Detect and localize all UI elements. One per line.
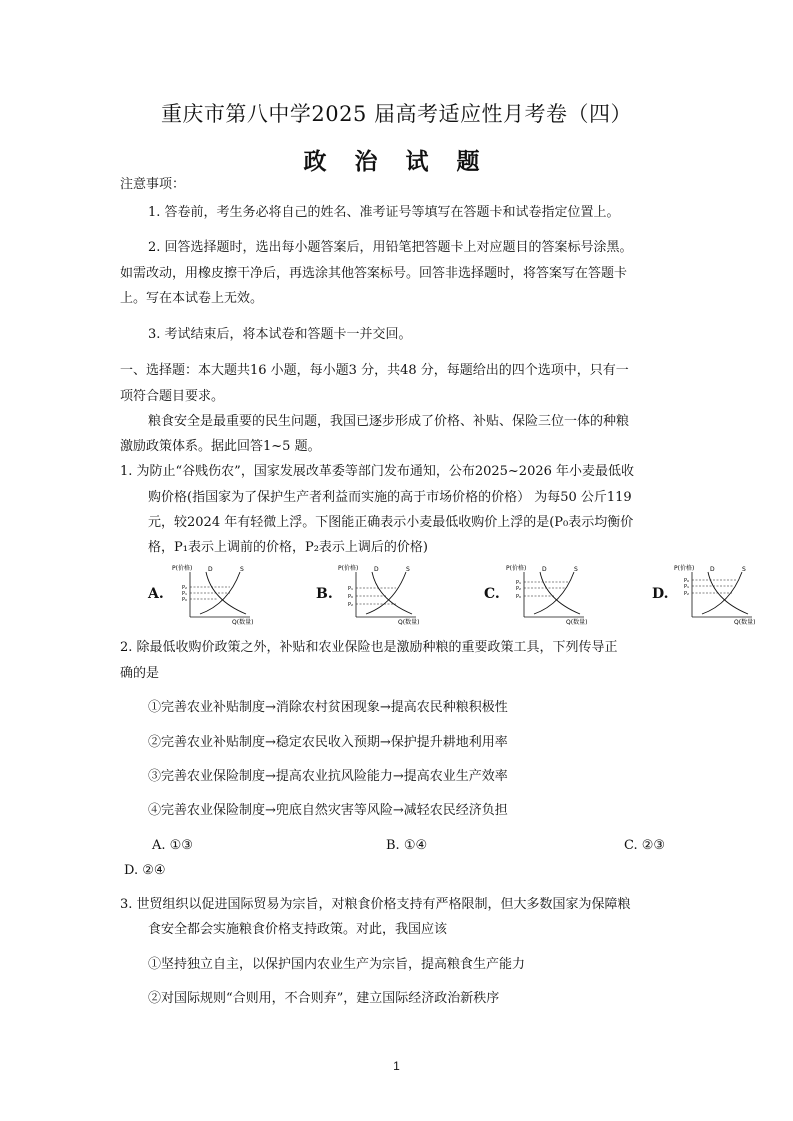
supply-label: S [406, 566, 410, 573]
q2-choice-a: A. ①③ [152, 838, 193, 853]
demand-label: D [710, 566, 715, 573]
q1-option-c-letter: C. [484, 586, 500, 602]
price-label: P₁ [348, 586, 354, 592]
intro-line-1: 粮食安全是最重要的民生问题，我国已逐步形成了价格、补贴、保险三位一体的种粮 [148, 414, 630, 429]
price-label: P₁ [684, 584, 690, 590]
note-2-line-1: 2. 回答选择题时，选出每小题答案后，用铅笔把答题卡上对应题目的答案标号涂黑。 [148, 240, 633, 255]
demand-curve [540, 572, 580, 614]
price-label: P₀ [348, 594, 354, 600]
price-label: P₂ [684, 591, 690, 597]
note-1: 1. 答卷前，考生务必将自己的姓名、准考证号等填写在答题卡和试卷指定位置上。 [148, 205, 620, 220]
supply-label: S [240, 566, 244, 573]
q2-item-3: ③完善农业保险制度→提高农业抗风险能力→提高农业生产效率 [148, 769, 508, 784]
q3-line-1: 3. 世贸组织以促进国际贸易为宗旨，对粮食价格支持有严格限制，但大多数国家为保障粮 [120, 897, 631, 912]
q1-option-a-letter: A. [148, 586, 164, 602]
price-label: P₀ [684, 578, 690, 584]
q3-item-2: ②对国际规则“合则用，不合则弃”，建立国际经济政治新秩序 [148, 991, 500, 1006]
page-title: 重庆市第八中学2025 届高考适应性月考卷（四） [160, 102, 633, 126]
x-axis-label: Q(数量) [734, 619, 756, 626]
y-axis-label: P(价格) [506, 565, 527, 572]
q1-line-4: 格，P₁表示上调前的价格，P₂表示上调后的价格) [148, 540, 428, 555]
q2-choice-c: C. ②③ [624, 838, 666, 853]
note-3: 3. 考试结束后，将本试卷和答题卡一并交回。 [148, 327, 412, 342]
q1-option-b-letter: B. [316, 586, 333, 602]
q2-item-2: ②完善农业补贴制度→稳定农民收入预期→保护提升耕地利用率 [148, 735, 508, 750]
y-axis-label: P(价格) [172, 565, 193, 572]
price-label: P₀ [182, 597, 188, 603]
q1-option-b-graph [336, 562, 426, 626]
y-axis-label: P(价格) [674, 565, 695, 572]
y-axis-label: P(价格) [338, 565, 359, 572]
subject-title: 政 治 试 题 [303, 148, 490, 175]
q2-choice-d: D. ②④ [124, 863, 166, 878]
note-2-line-2: 如需改动，用橡皮擦干净后，再选涂其他答案标号。回答非选择题时，将答案写在答题卡 [120, 266, 628, 281]
x-axis-label: Q(数量) [232, 619, 254, 626]
q1-line-2: 购价格(指国家为了保护生产者利益而实施的高于市场价格的价格） 为每50 公斤119 [148, 490, 632, 505]
price-label: P₂ [348, 602, 354, 608]
section-1-line-1: 一、选择题：本大题共16 小题，每小题3 分，共48 分，每题给出的四个选项中，只有一 [120, 363, 629, 378]
q1-option-d-graph [672, 562, 762, 626]
q3-item-1: ①坚持独立自主，以保护国内农业生产为宗旨，提高粮食生产能力 [148, 957, 526, 972]
q1-option-d-letter: D. [652, 586, 669, 602]
page-number: 1 [393, 1059, 400, 1073]
section-1-line-2: 项符合题目要求。 [120, 389, 225, 404]
q2-line-2: 确的是 [120, 666, 160, 681]
intro-line-2: 激励政策体系。据此回答1~5 题。 [120, 439, 321, 454]
demand-label: D [374, 566, 379, 573]
demand-label: D [208, 566, 213, 573]
demand-curve [372, 572, 412, 614]
price-label: P₁ [516, 580, 522, 586]
notes-heading: 注意事项： [120, 177, 186, 192]
price-label: P₂ [182, 585, 188, 591]
q2-choice-b: B. ①④ [386, 838, 428, 853]
supply-label: S [742, 566, 746, 573]
q1-line-3: 元，较2024 年有轻微上浮。下图能正确表示小麦最低收购价上浮的是(P₀表示均衡价 [148, 515, 634, 530]
price-label: P₀ [516, 594, 522, 600]
q2-item-4: ④完善农业保险制度→兜底自然灾害等风险→减轻农民经济负担 [148, 803, 508, 818]
demand-label: D [542, 566, 547, 573]
x-axis-label: Q(数量) [398, 619, 420, 626]
q2-line-1: 2. 除最低收购价政策之外，补贴和农业保险也是激励种粮的重要政策工具，下列传导正 [120, 640, 618, 655]
supply-label: S [574, 566, 578, 573]
q1-line-1: 1. 为防止“谷贱伤农”，国家发展改革委等部门发布通知，公布2025~2026 年小麦最低收 [120, 464, 635, 479]
price-label: P₂ [516, 586, 522, 592]
x-axis-label: Q(数量) [566, 619, 588, 626]
q3-line-2: 食安全都会实施粮食价格支持政策。对此，我国应该 [148, 922, 448, 937]
q2-item-1: ①完善农业补贴制度→消除农村贫困现象→提高农民种粮积极性 [148, 700, 508, 715]
price-label: P₁ [182, 591, 188, 597]
note-2-line-3: 上。写在本试卷上无效。 [120, 291, 264, 306]
q1-option-c-graph [504, 562, 594, 626]
q1-option-a-graph [170, 562, 260, 626]
